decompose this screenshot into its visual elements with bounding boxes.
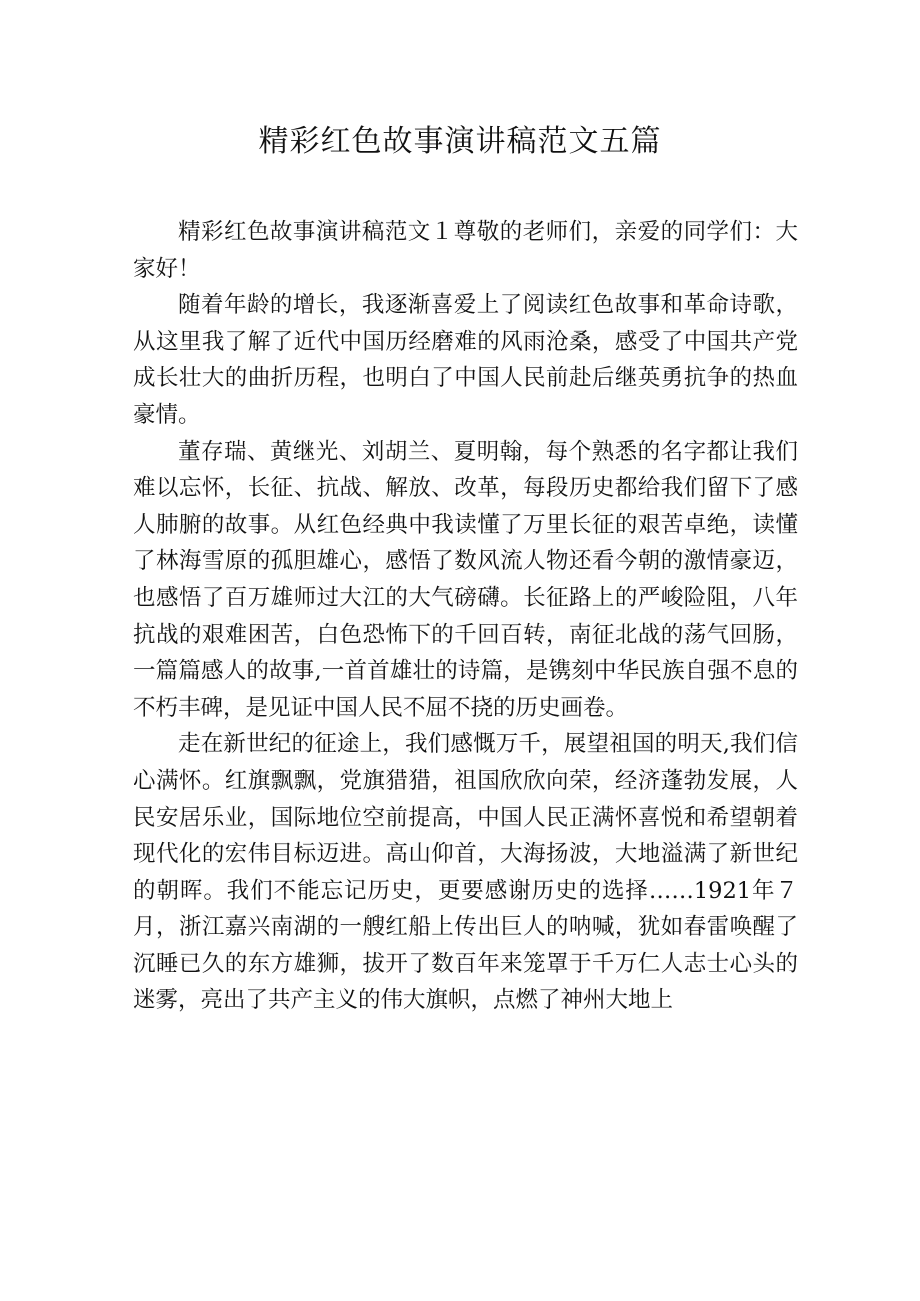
document-body <box>133 214 798 1019</box>
paragraph-4: 走在新世纪的征途上，我们感慨万千，展望祖国的明天,我们信心满怀。红旗飘飘，党旗猎猎，祖国欣欣向荣，经济蓬勃发展，人民安居乐业，国际地位空前提高，中国人民正满怀喜悦和希望朝着现代化的宏伟目标迈进。高山仰首，大海扬波，大地溢满了新世纪的朝晖。我们不能忘记历史，更要感谢历史的选择……1921年７月，浙江嘉兴南湖的一艘红船上传出巨人的呐喊，犹如春雷唤醒了沉睡已久的东方雄狮，拔开了数百年来笼罩于千万仁人志士心头的迷雾，亮出了共产主义的伟大旗帜，点燃了神州大地上 <box>133 731 798 1014</box>
paragraph-2: 随着年龄的增长，我逐渐喜爱上了阅读红色故事和革命诗歌，从这里我了解了近代中国历经磨难的风雨沧桑，感受了中国共产党成长壮大的曲折历程，也明白了中国人民前赴后继英勇抗争的热血豪情。 <box>133 292 798 428</box>
document-title: 精彩红色故事演讲稿范文五篇 <box>258 124 662 159</box>
paragraph-3: 董存瑞、黄继光、刘胡兰、夏明翰，每个熟悉的名字都让我们难以忘怀，长征、抗战、解放、改革，每段历史都给我们留下了感人肺腑的故事。从红色经典中我读懂了万里长征的艰苦卓绝，读懂了林海雪原的孤胆雄心，感悟了数风流人物还看今朝的激情豪迈，也感悟了百万雄师过大江的大气磅礴。长征路上的严峻险阻，八年抗战的艰难困苦，白色恐怖下的千回百转，南征北战的荡气回肠，一篇篇感人的故事,一首首雄壮的诗篇，是镌刻中华民族自强不息的不朽丰碑，是见证中国人民不屈不挠的历史画卷。 <box>133 438 798 721</box>
paragraph-1: 精彩红色故事演讲稿范文１尊敬的老师们，亲爱的同学们：大家好！ <box>133 219 798 282</box>
